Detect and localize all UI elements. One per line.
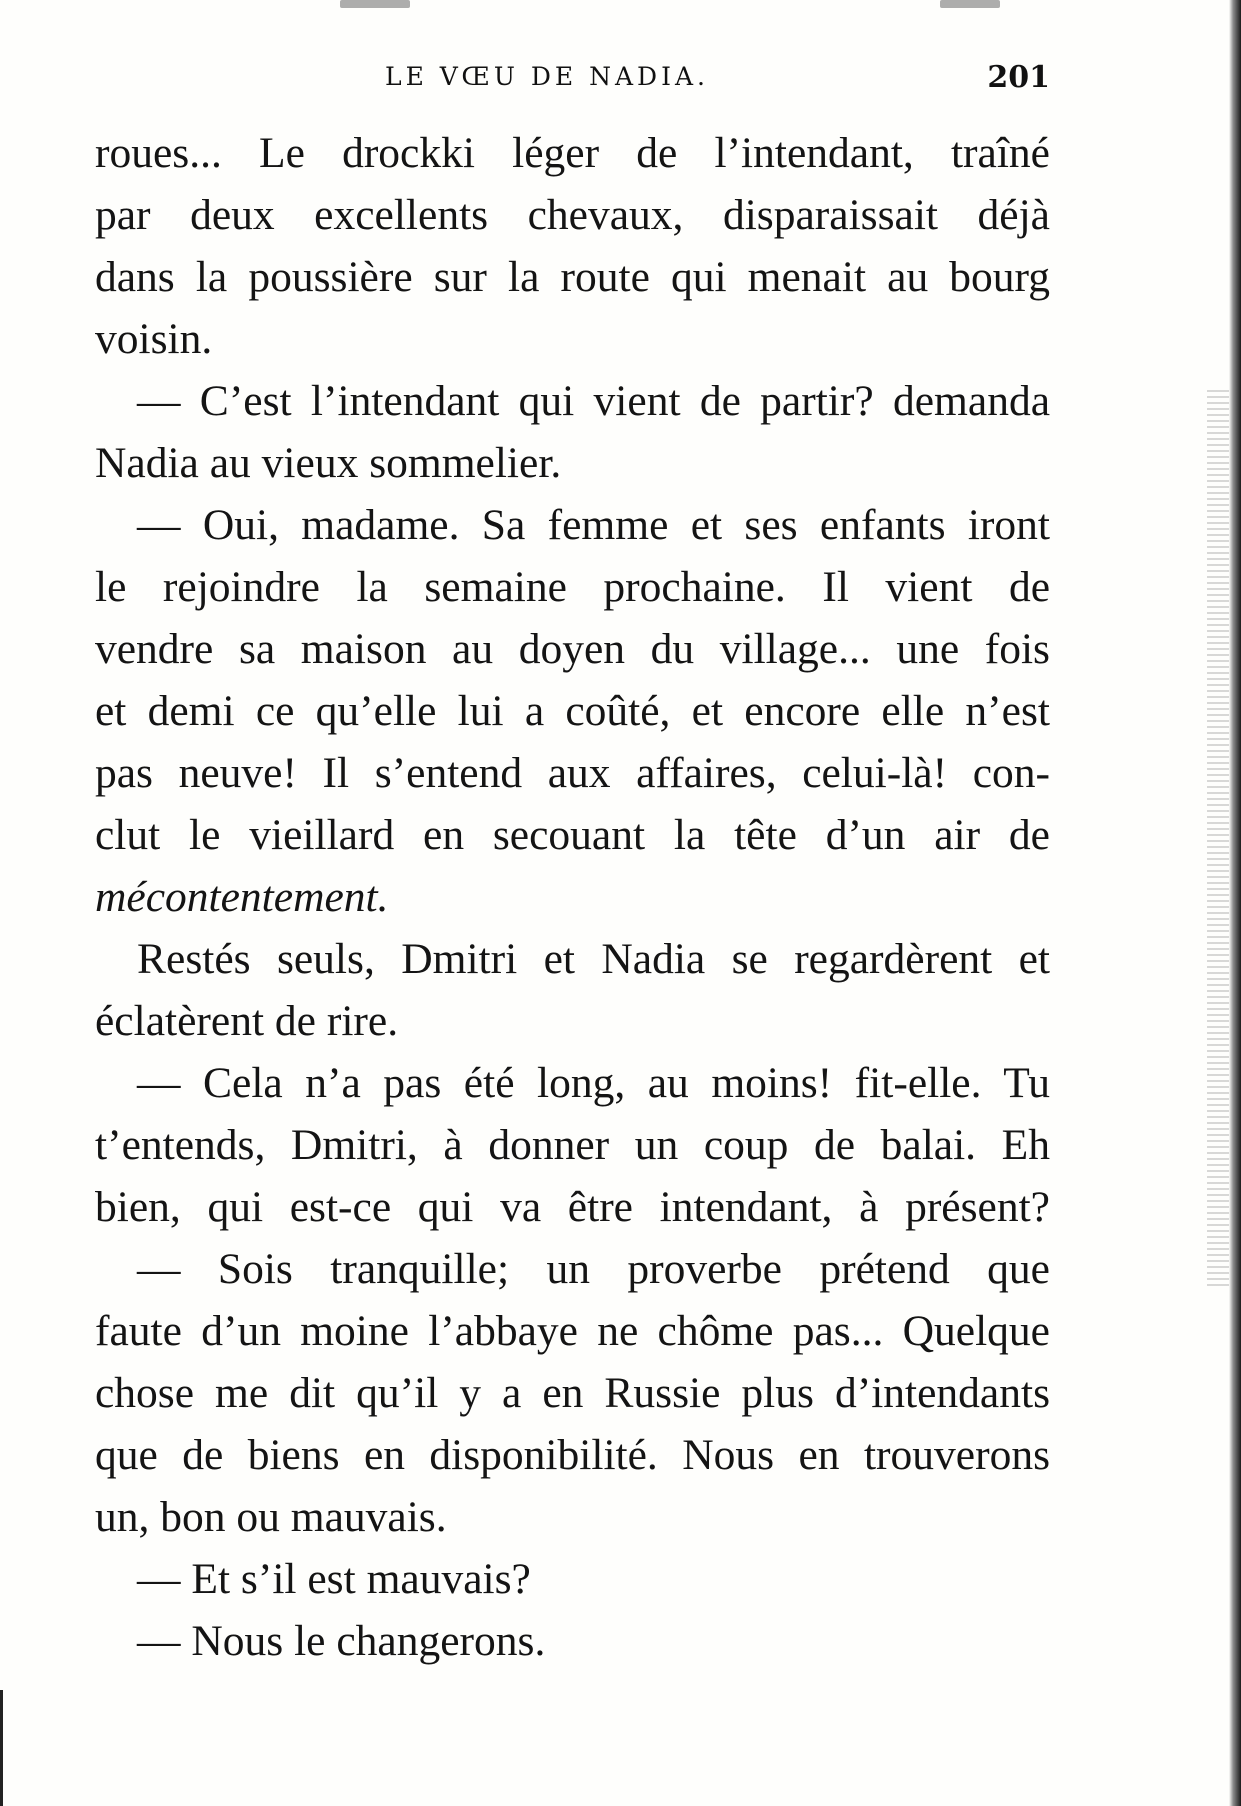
text-line: — Cela n’a pas été long, au moins! fit-elle. Tu (137, 1059, 1050, 1107)
text-line: roues... Le drockki léger de l’intendant, traîné (95, 129, 1050, 177)
text-line: éclatèrent de rire. (95, 997, 399, 1045)
text-line: mécontentement. (95, 873, 389, 921)
text-line: que de biens en disponibilité. Nous en trouverons (95, 1431, 1050, 1479)
binding-shadow (1207, 390, 1229, 1290)
text-line: dans la poussière sur la route qui menait au bourg (95, 253, 1050, 301)
text-line: — Oui, madame. Sa femme et ses enfants iront (137, 501, 1050, 549)
page-edge (1229, 0, 1241, 1806)
running-head (95, 62, 1050, 102)
text-line: chose me dit qu’il y a en Russie plus d’intendants (95, 1369, 1050, 1417)
text-line: — C’est l’intendant qui vient de partir? demanda (137, 377, 1050, 425)
text-line: — Sois tranquille; un proverbe prétend que (137, 1245, 1050, 1293)
text-line: — Nous le changerons. (137, 1617, 546, 1665)
body-text (95, 122, 1050, 1672)
text-line: et demi ce qu’elle lui a coûté, et encore elle n’est (95, 687, 1050, 735)
running-title: LE VŒU DE NADIA. (385, 62, 709, 91)
scan-smudge (940, 0, 1000, 8)
text-line: pas neuve! Il s’entend aux affaires, celui-là! con- (95, 749, 1050, 797)
text-line: — Et s’il est mauvais? (137, 1555, 531, 1603)
text-line: un, bon ou mauvais. (95, 1493, 447, 1541)
text-line: bien, qui est-ce qui va être intendant, à présent? (95, 1183, 1050, 1231)
text-line: par deux excellents chevaux, disparaissait déjà (95, 191, 1050, 239)
text-line: t’entends, Dmitri, à donner un coup de balai. Eh (95, 1121, 1050, 1169)
scan-smudge (340, 0, 410, 8)
text-line: le rejoindre la semaine prochaine. Il vient de (95, 563, 1050, 611)
text-line: clut le vieillard en secouant la tête d’un air de (95, 811, 1050, 859)
page-edge-left (0, 1690, 3, 1806)
text-line: voisin. (95, 315, 213, 363)
text-line: vendre sa maison au doyen du village... une fois (95, 625, 1050, 673)
text-line: Restés seuls, Dmitri et Nadia se regardèrent et (137, 935, 1050, 983)
page-number: 201 (987, 60, 1050, 95)
text-line: faute d’un moine l’abbaye ne chôme pas... Quelque (95, 1307, 1050, 1355)
text-line: Nadia au vieux sommelier. (95, 439, 562, 487)
